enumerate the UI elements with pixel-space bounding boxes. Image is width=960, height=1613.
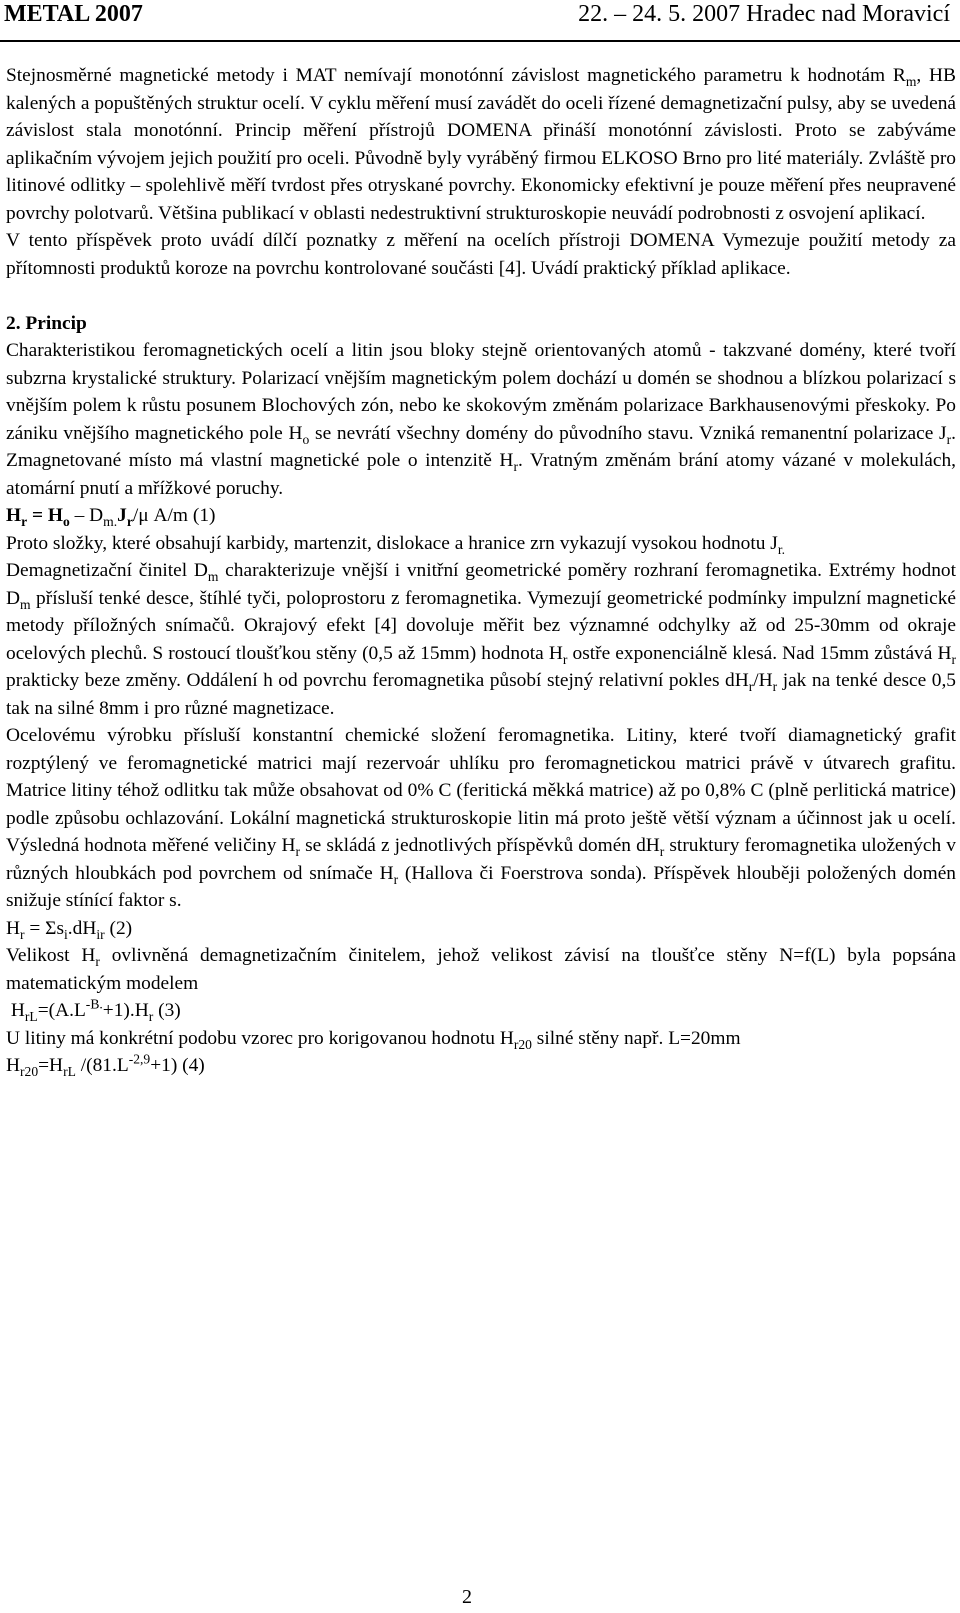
principle-paragraph: Charakteristikou feromagnetických ocelí a litin jsou bloky stejně orientovaných atomů - takzvané domény, které tvoří subzrna krystalické struktury. Polarizací vnějším magnetickým polem dochází u domén se shodnou a blízkou polarizací s vnějším polem k růstu posunem Blochových zón, nebo ke skokovým změnám polarizace Barkhausenovými přeskoky. Po zániku vnějšího magnetického pole $H_o$ se nevrátí všechny domény do původního stavu. Vzniká remanentní polarizace $J_r$. Zmagnetované místo má vlastní magnetické pole o intenzitě $H_r$. Vratným změnám brání atomy vázané v molekulách, atomární pnutí a mřížkové poruchy.: [6, 340, 956, 499]
demagnetization-paragraph: Demagnetizační činitel $D_m$ charakterizuje vnější i vnitřní geometrické poměry rozhraní feromagnetika. Extrémy hodnot $D_m$ přísluší tenké desce, štíhlé tyči, poloprostoru z feromagnetika. Vymezují geometrické podmínky impulzní magnetické metody příložných snímačů. Okrajový efekt [4] dovoluje měřit bez významné odchylky až od 25-30mm od okraje ocelových plechů. S rostoucí tloušťkou stěny (0,5 až 15mm) hodnota $H_r$ ostře exponenciálně klesá. Nad 15mm zůstává $H_r$ prakticky beze změny. Oddálení h od povrchu feromagnetika působí stejný relativní pokles $dH_r/H_r$ jak na tenké desce 0,5 tak na silné 8mm i pro různé magnetizace.: [6, 560, 956, 719]
equation-number: (3): [158, 1000, 181, 1021]
equation-2: $H_r = \Sigma s_i.dH_{ir}$ (2): [6, 917, 133, 942]
intro-paragraph: Stejnosměrné magnetické metody i MAT nemívají monotónní závislost magnetického parametru k hodnotám $R_m$, HB kalených a popuštěných struktur ocelí. V cyklu měření musí zavádět do oceli řízené demagnetizační pulsy, aby se uvedená závislost stala monotónní. Princip měření přístrojů DOMENA přináší monotónní závislosti. Proto se zabýváme aplikačním vývojem jejich použití pro oceli. Původně byly vyráběný firmou ELKOSO Brno pro lité materiály. Zvláště pro litinové odlitky – spolehlivě měří tvrdost přes otryskané povrchy. Ekonomicky efektivní je pouze měření přes neupravené povrchy polotvarů. Většina publikací v oblasti nedestruktivní strukturoskopie neuvádí podrobnosti z osvojení aplikací.: [6, 65, 956, 224]
header-rule: [0, 40, 960, 42]
steel-paragraph: Ocelovému výrobku přísluší konstantní chemické složení feromagnetika. Litiny, které tvoří diamagnetický grafit rozptýlený ve feromagnetické matrici mají rezervoár uhlíku pro feromagnetickou matrici právě v útvarech grafitu. Matrice litiny téhož odlitku tak může obsahovat od 0% C (feritická měkká matrice) až po 0,8% C (plně perlitická matrice) podle způsobu ochlazování. Lokální magnetická strukturoskopie litin má proto ještě větší význam a účinnost jak u ocelí. Výsledná hodnota měřené veličiny $H_r$ se skládá z jednotlivých příspěvků domén $dH_r$ struktury feromagnetika uložených v různých hloubkách pod povrchem od snímače $H_r$ (Hallova či Foerstrova sonda). Příspěvek hlouběji položených domén snižuje stínící faktor s.: [6, 725, 956, 911]
page-body: [6, 62, 956, 1080]
conference-name: METAL 2007: [4, 1, 143, 27]
equation-unit: A/m: [153, 505, 188, 526]
intro-paragraph-2: V tento příspěvek proto uvádí dílčí poznatky z měření na ocelích přístroji DOMENA Vymezuje použití metody za přítomnosti produktů koroze na povrchu kontrolované součásti [4]. Uvádí praktický příklad aplikace.: [6, 230, 956, 279]
carbide-paragraph: Proto složky, které obsahují karbidy, martenzit, dislokace a hranice zrn vykazují vysokou hodnotu $J_{r.}$: [6, 532, 786, 557]
equation-1: $H_r = H_o - D_{m.}J_r/\mu$ A/m (1): [6, 505, 216, 529]
section-heading: 2. Princip: [6, 312, 87, 334]
equation-number: (4): [182, 1055, 205, 1076]
equation-number: (2): [109, 917, 133, 939]
page-header: [0, 0, 960, 44]
model-paragraph: Velikost $H_r$ ovlivněná demagnetizačním činitelem, jehož velikost závisí na tloušťce stěny N=f(L) byla popsána matematickým modelem: [6, 945, 956, 994]
conference-date-place: 22. – 24. 5. 2007 Hradec nad Moravicí: [578, 1, 950, 27]
equation-4: $H_{r20}=H_{rL}$ $/(81.L^{-2,9}+1)$ (4): [6, 1051, 205, 1079]
equation-3: $H_{rL}=(A.L^{-B.}+1).H_r$ (3): [10, 996, 181, 1024]
equation-number: (1): [192, 505, 216, 526]
cast-iron-paragraph: U litiny má konkrétní podobu vzorec pro korigovanou hodnotu $H_{r20}$ silné stěny např. L=20mm: [6, 1027, 741, 1052]
page-number: 2: [462, 1586, 472, 1608]
